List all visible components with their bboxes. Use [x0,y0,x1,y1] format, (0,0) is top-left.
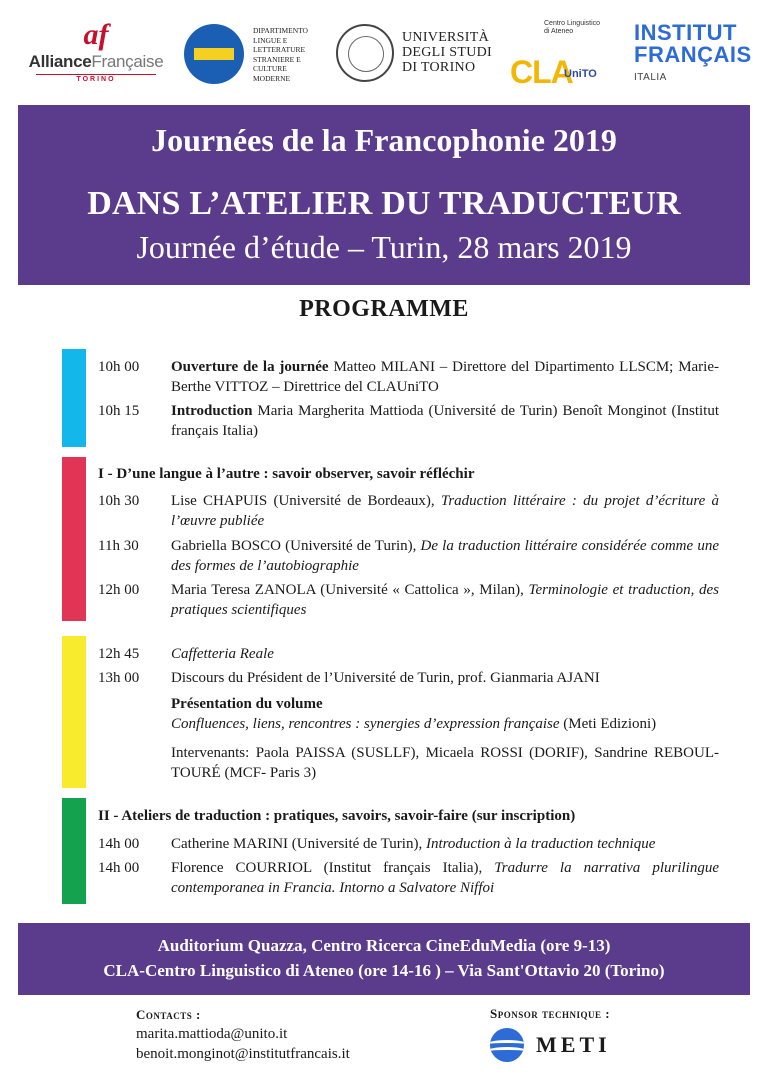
section2-bar [62,798,86,904]
cla-unito-logo [510,18,610,88]
item-time: 11h 30 [98,538,139,554]
if-line2: FRANÇAIS [634,42,752,67]
volume-publisher: (Meti Edizioni) [559,716,657,732]
sponsor [490,1006,611,1057]
item-text: Matteo MILANI – Direttore del Dipartimento LLSCM; Marie-Berthe VITTOZ – Direttrice del CLAUniTO [171,359,720,395]
section1-bar [62,457,86,621]
venue-line1: Auditorium Quazza, Centro Ricerca CineEduMedia (ore 9-13) [157,936,611,955]
volume-title: Confluences, liens, rencontres : synergies d’expression française [171,716,560,732]
unito-name-line1: UNIVERSITÀ [402,30,489,45]
event-title: Journées de la Francophonie 2019 [151,122,617,158]
item-talk-title: Terminologie et traduction, des pratiques scientifiques [171,582,719,618]
cla-word: CLA [510,54,573,90]
sponsor-label: Sponsor technique : [490,1006,611,1021]
item-speaker: Catherine MARINI (Université de Turin), [171,836,426,852]
contacts-label: Contacts : [136,1007,201,1022]
dipartimento-emblem-icon [184,24,244,84]
intervenants-text: Intervenants: Paola PAISSA (SUSLLF), Micaela ROSSI (DORIF), Sandrine REBOUL-TOURÉ (MCF- Paris 3) [171,745,719,781]
item-title: Ouverture de la journée [171,359,329,375]
cla-unito-word: UniTO [564,68,597,80]
item-time: 10h 00 [98,359,140,375]
af-name-bold: Alliance [28,52,92,71]
venue-band [18,923,750,995]
page-subtitle: Journée d’étude – Turin, 28 mars 2019 [136,229,632,265]
section1-heading: I - D’une langue à l’autre : savoir observer, savoir réfléchir [98,466,475,482]
unito-seal-icon [336,24,394,82]
item-talk-title: Traduction littéraire : du projet d’écriture à l’œuvre publiée [171,493,719,529]
unito-name-line2: DEGLI STUDI [402,45,493,60]
af-city: TORINO [76,76,116,83]
contacts [136,1006,350,1064]
if-line1: INSTITUT [634,20,737,45]
programme-heading: PROGRAMME [299,296,469,322]
af-mark: af [83,18,109,51]
item-description [171,491,719,531]
item-time: 14h 00 [98,836,140,852]
header-band [18,105,750,285]
item-time: 12h 45 [98,646,140,662]
block-opening-bar [62,349,86,447]
item-time: 12h 00 [98,582,140,598]
section2-heading: II - Ateliers de traduction : pratiques, savoirs, savoir-faire (sur inscription) [98,808,576,824]
institut-francais-logo [634,22,754,83]
contact-email-link[interactable]: marita.mattioda@unito.it [136,1026,288,1042]
item-time: 10h 30 [98,493,140,509]
item-title: Introduction [171,403,253,419]
item-text: Caffetteria Reale [171,646,274,662]
af-divider [36,74,156,75]
item-talk-title: Introduction à la traduction technique [425,836,656,852]
sponsor-name: METI [536,1032,611,1057]
item-talk-title: De la traduction littéraire considérée comme une des formes de l’autobiographie [171,538,719,574]
item-description [171,580,719,620]
item-speaker: Maria Teresa ZANOLA (Université « Cattolica », Milan), [171,582,529,598]
item-description [171,536,719,576]
item-speaker: Lise CHAPUIS (Université de Bordeaux), [171,493,441,509]
dipartimento-name: DIPARTIMENTO LINGUE E LETTERATURE STRANIERE E CULTURE MODERNE [253,26,308,83]
alliance-francaise-logo [26,20,166,83]
meti-logo-icon [490,1028,524,1062]
item-time: 14h 00 [98,860,140,876]
unito-name-line3: DI TORINO [402,60,476,75]
if-line3: ITALIA [634,72,667,83]
page-title: DANS L’ATELIER DU TRADUCTEUR [87,185,681,222]
af-name-rest: Française [91,52,164,71]
contact-email-link[interactable]: benoit.monginot@institutfrancais.it [136,1046,350,1062]
item-text: Maria Margherita Mattioda (Université de Turin) Benoît Monginot (Institut français Italia) [171,403,719,439]
item-time: 13h 00 [98,670,140,686]
item-speaker: Florence COURRIOL (Institut français Italia), [171,860,495,876]
block-lunch-bar [62,636,86,788]
item-description [171,401,719,441]
item-speaker: Gabriella BOSCO (Université de Turin), [171,538,421,554]
item-talk-title: Tradurre la narrativa plurilingue contemporanea in Francia. Intorno a Salvatore Niffoi [171,860,719,896]
item-text: Discours du Président de l’Université de Turin, prof. Gianmaria AJANI [171,670,600,686]
volume-heading: Présentation du volume [171,696,323,712]
venue-line2: CLA-Centro Linguistico di Ateneo (ore 14-16 ) – Via Sant'Ottavio 20 (Torino) [103,961,665,980]
cla-subtitle: Centro Linguistico di Ateneo [544,20,601,35]
item-description [171,357,719,397]
item-time: 10h 15 [98,403,140,419]
